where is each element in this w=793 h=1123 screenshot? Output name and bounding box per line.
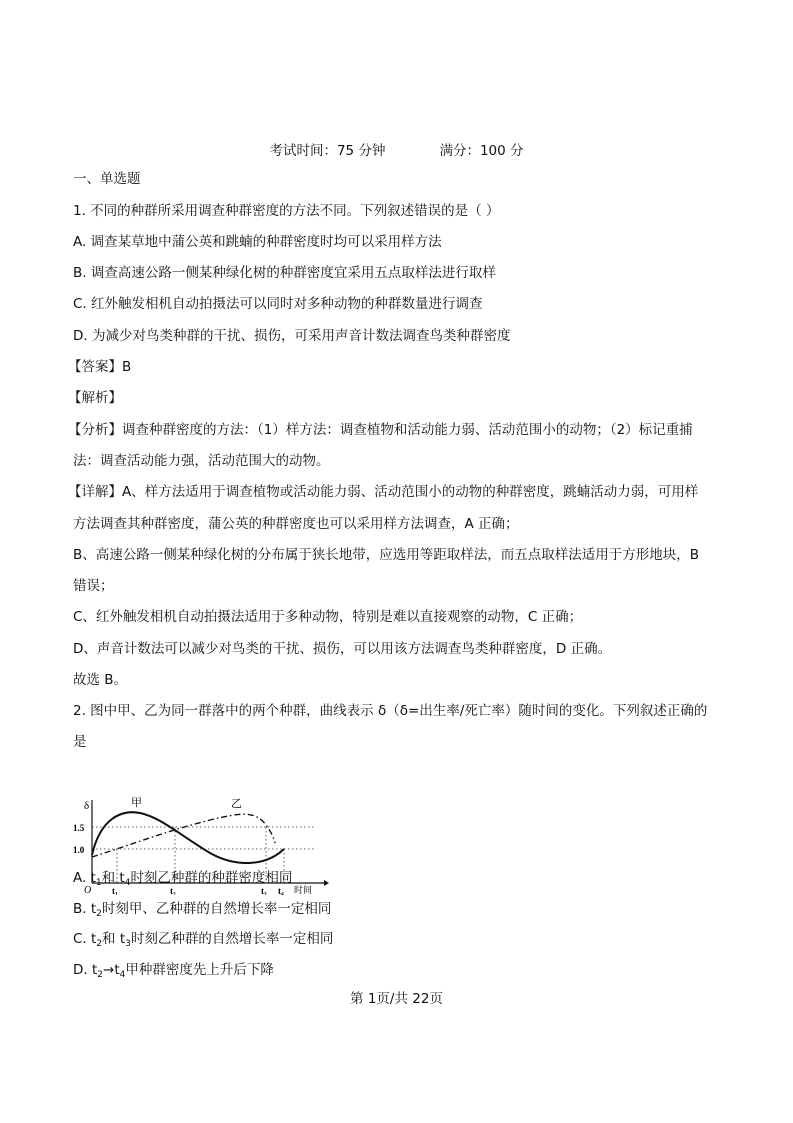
t3-label: t₃ [261,886,267,895]
q1-xiangjie-line4: 错误； [73,578,114,594]
q1-xiangjie-line6: D、声音计数法可以减少对鸟类的干扰、损伤，可以用该方法调查鸟类种群密度，D 正确。 [73,641,612,657]
y-axis-label: δ [84,800,90,812]
tick-1-5: 1.5 [73,823,85,833]
q1-option-d: D. 为减少对鸟类种群的干扰、损伤，可采用声音计数法调查鸟类种群密度 [73,328,511,344]
x-axis-label: 时间 [294,885,313,895]
q1-option-b: B. 调查高速公路一侧某种绿化树的种群密度宜采用五点取样法进行取样 [73,265,496,281]
q2-option-b: B. $t_2$时刻甲、乙种群的自然增长率一定相同 [73,901,332,919]
q1-xiangjie-line2: 方法调查其种群密度，蒲公英的种群密度也可以采用样方法调查，A 正确； [73,516,519,532]
q1-fenxi-line1: 【分析】调查种群密度的方法：（1）样方法：调查植物和活动能力弱、活动范围小的动物；（2）标记重捕 [68,422,693,438]
exam-header [0,139,793,159]
section-title: 一、单选题 [73,171,141,187]
exam-score: 满分：100 分 [439,143,524,159]
label-jia: 甲 [131,797,142,809]
origin-label: O [84,885,92,895]
q2-option-d: D. $t_2\to t_4$甲种群密度先上升后下降 [73,962,274,980]
q2-stem-line2: 是 [73,734,87,750]
q1-xiangjie-line5: C、红外触发相机自动拍摄法适用于多种动物，特别是难以直接观察的动物，C 正确； [73,609,583,625]
q1-option-c: C. 红外触发相机自动拍摄法可以同时对多种动物的种群数量进行调查 [73,296,483,312]
q2-option-a: A. $t_1$和 $t_4$时刻乙种群的种群密度相同 [73,870,293,888]
t2-label: t₂ [170,886,176,895]
q1-fenxi-line2: 法：调查活动能力强，活动范围大的动物。 [73,453,330,469]
exam-time: 考试时间：75 分钟 [269,143,386,159]
q1-analysis-title: 【解析】 [68,390,122,406]
q1-xiangjie-line1: 【详解】A、样方法适用于调查植物或活动能力弱、活动范围小的动物的种群密度，跳蝻活动力弱，可用样 [68,484,699,500]
page-footer: 第 1页/共 22页 [350,991,443,1007]
q1-answer: 【答案】B [68,359,132,375]
q1-conclusion: 故选 B。 [73,672,128,688]
curve-jia [92,812,284,863]
q2-option-c: C. $t_2$和 $t_3$时刻乙种群的自然增长率一定相同 [73,931,334,949]
tick-1-0: 1.0 [73,845,85,855]
label-yi: 乙 [231,798,242,810]
q1-xiangjie-line3: B、高速公路一侧某种绿化树的分布属于狭长地带，应选用等距取样法，而五点取样法适用于方形地块，B [73,547,700,563]
t1-label: t₁ [112,886,118,895]
q1-stem: 1. 不同的种群所采用调查种群密度的方法不同。下列叙述错误的是（ ） [73,203,500,219]
q1-option-a: A. 调查某草地中蒲公英和跳蝻的种群密度时均可以采用样方法 [73,234,442,250]
q2-stem-line1: 2. 图中甲、乙为同一群落中的两个种群，曲线表示 δ（δ=出生率/死亡率）随时间的变化。下列叙述正确的 [73,703,708,719]
t4-label: t₄ [278,886,284,895]
x-axis-arrow-icon [324,880,329,886]
